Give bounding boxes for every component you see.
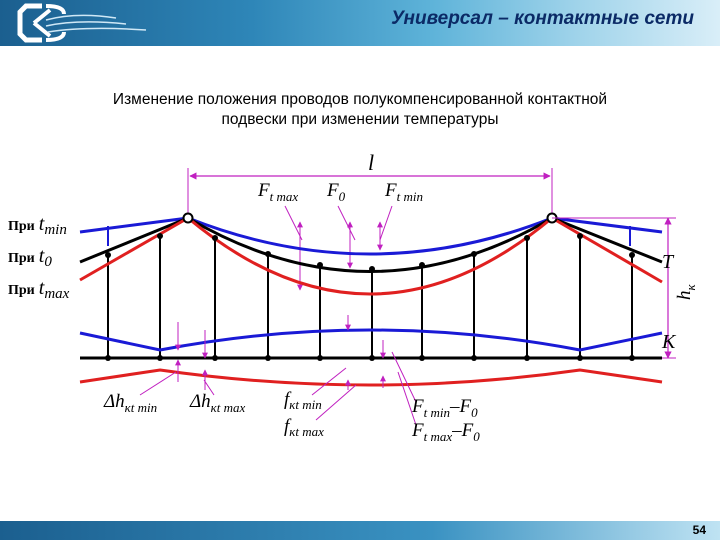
dh-min: Δh (104, 391, 125, 412)
diff-max-b-sub: 0 (473, 429, 480, 444)
messenger-wire-tmin (80, 218, 662, 254)
legend-prefix-t0: При (8, 251, 35, 266)
ticks-tmin (108, 226, 630, 246)
svg-text:Приtmin (8, 213, 67, 238)
fk-max: f (284, 416, 290, 437)
sag-dimension-arrows (300, 222, 380, 290)
sag-f-tmin: F (385, 180, 397, 201)
dh-min-sub2: t min (130, 400, 158, 415)
svg-text:fкt max (284, 416, 324, 439)
legend-var-tmax: t (38, 277, 45, 299)
sag-f0: F (327, 180, 339, 201)
legend-prefix-tmin: При (8, 219, 35, 234)
diff-min-a-sub: t min (423, 405, 450, 420)
svg-text:Ft min–F0 (411, 396, 478, 420)
messenger-wire-t0 (80, 218, 662, 272)
svg-text:Δhкt min (103, 391, 157, 415)
height-dimension (552, 218, 698, 358)
dh-min-sub1: к (124, 400, 131, 415)
diff-min-b-sub: 0 (471, 405, 478, 420)
wire-label-K: K (662, 331, 676, 353)
sag-f-tmax: F (258, 180, 270, 201)
diff-min-b: F (459, 396, 472, 417)
fk-min: f (284, 389, 290, 410)
footer-bar (0, 521, 720, 540)
svg-text:F0 (326, 180, 346, 204)
legend-prefix-tmax: При (8, 283, 35, 298)
svg-text:Ft min (384, 180, 423, 204)
legend-var-tmin: t (38, 213, 45, 235)
sag-f-tmin-sub: t min (396, 189, 423, 204)
diff-max-minus: – (452, 420, 462, 441)
svg-text:Ft max–F0 (411, 420, 480, 444)
span-dimension (188, 150, 552, 218)
svg-text:Приtmax (8, 277, 70, 302)
header-title: Универсал – контактные сети (391, 8, 694, 29)
fk-max-sub1: к (289, 424, 296, 439)
diff-min-a: F (412, 396, 424, 417)
fk-max-sub2: t max (295, 424, 324, 439)
legend (8, 213, 70, 302)
svg-text:hк (674, 284, 698, 301)
height-label: h (674, 290, 695, 300)
svg-text:Ft max (257, 180, 298, 204)
svg-text:fкt min (284, 389, 322, 412)
diff-max-a: F (412, 420, 424, 441)
bottom-labels (103, 389, 480, 444)
legend-var-t0: t (38, 245, 45, 267)
legend-sub-tmax: max (44, 286, 70, 302)
dh-max: Δh (190, 391, 211, 412)
legend-sub-t0: 0 (44, 254, 52, 270)
height-sub: к (683, 284, 698, 291)
span-label: l (368, 150, 375, 175)
legend-sub-tmin: min (44, 222, 67, 238)
diff-max-b: F (461, 420, 474, 441)
wire-label-T: T (662, 251, 674, 273)
fk-min-sub1: к (289, 397, 296, 412)
svg-text:Δhкt max (189, 391, 246, 415)
support-points (184, 214, 557, 223)
svg-text:Приt0 (8, 245, 52, 270)
caption-line-1: Изменение положения проводов полукомпенсированной контактной (112, 91, 608, 108)
sag-labels (257, 180, 423, 240)
caption-line-2: подвески при изменении температуры (221, 111, 499, 128)
page-number: 54 (692, 523, 706, 537)
diff-max-a-sub: t max (423, 429, 453, 444)
fk-min-sub2: t min (295, 397, 322, 412)
dh-max-sub2: t max (216, 400, 246, 415)
dh-max-sub1: к (210, 400, 217, 415)
sag-f0-sub: 0 (338, 189, 346, 204)
diff-min-minus: – (449, 396, 460, 417)
sag-f-tmax-sub: t max (269, 189, 299, 204)
